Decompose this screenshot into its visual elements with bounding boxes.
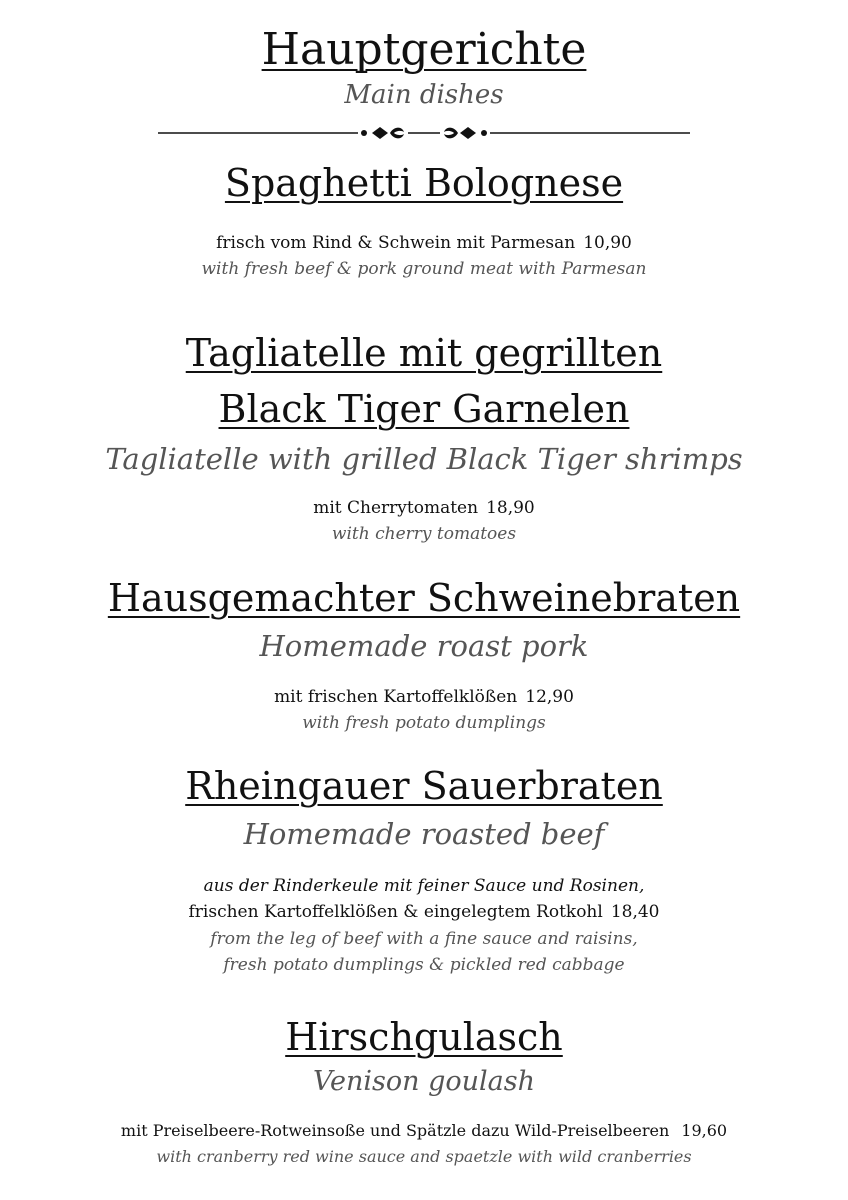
- dish-price: 10,90: [583, 233, 632, 253]
- dish-description-en: with fresh potato dumplings: [302, 713, 546, 733]
- dish-name-en: Homemade roasted beef: [243, 817, 605, 851]
- dish-description: [0, 687, 848, 707]
- dish-description: [0, 902, 848, 922]
- dish-description: [0, 233, 848, 253]
- dish-description-de: mit Cherrytomaten: [313, 498, 479, 518]
- page-subtitle: Main dishes: [344, 80, 504, 110]
- dish-name-en: Homemade roast pork: [259, 629, 589, 663]
- dish-name-sauerbraten: Rheingauer Sauerbraten: [185, 764, 663, 808]
- dish-name-hirschgulasch: Hirschgulasch: [285, 1015, 563, 1059]
- dish-description-en-line1: from the leg of beef with a fine sauce and raisins,: [210, 929, 638, 949]
- dish-description: [0, 1121, 848, 1140]
- dish-description-de: mit frischen Kartoffelklößen: [274, 687, 518, 707]
- dish-description-en: with fresh beef & pork ground meat with Parmesan: [201, 259, 647, 279]
- dish-name-schweinebraten: Hausgemachter Schweinebraten: [107, 576, 741, 620]
- dish-description-en: with cranberry red wine sauce and spaetzle with wild cranberries: [156, 1147, 692, 1166]
- dish-name-tagliatelle-line1: Tagliatelle mit gegrillten: [185, 331, 663, 375]
- dish-description-de-line1: aus der Rinderkeule mit feiner Sauce und Rosinen,: [203, 876, 645, 896]
- dish-name-en: Tagliatelle with grilled Black Tiger shrimps: [105, 442, 743, 476]
- page-title: Hauptgerichte: [261, 24, 587, 75]
- dish-name-en: Venison goulash: [312, 1066, 535, 1097]
- dish-description-en-line2: fresh potato dumplings & pickled red cabbage: [223, 955, 625, 975]
- dish-description-en: with cherry tomatoes: [331, 524, 517, 544]
- dish-name-spaghetti: Spaghetti Bolognese: [224, 161, 624, 205]
- dish-price: 18,90: [486, 498, 535, 518]
- dish-description-de-line2: frischen Kartoffelklößen & eingelegtem Rotkohl: [188, 902, 603, 922]
- dish-price: 12,90: [525, 687, 574, 707]
- dish-description-de: frisch vom Rind & Schwein mit Parmesan: [216, 233, 576, 253]
- dish-price: 18,40: [610, 902, 660, 922]
- decorative-divider-icon: [158, 122, 690, 144]
- dish-description: [0, 498, 848, 518]
- dish-price: 19,60: [681, 1121, 728, 1140]
- dish-name-tagliatelle-line2: Black Tiger Garnelen: [218, 387, 630, 431]
- dish-description-de: mit Preiselbeere-Rotweinsoße und Spätzle dazu Wild-Preiselbeeren: [120, 1121, 670, 1140]
